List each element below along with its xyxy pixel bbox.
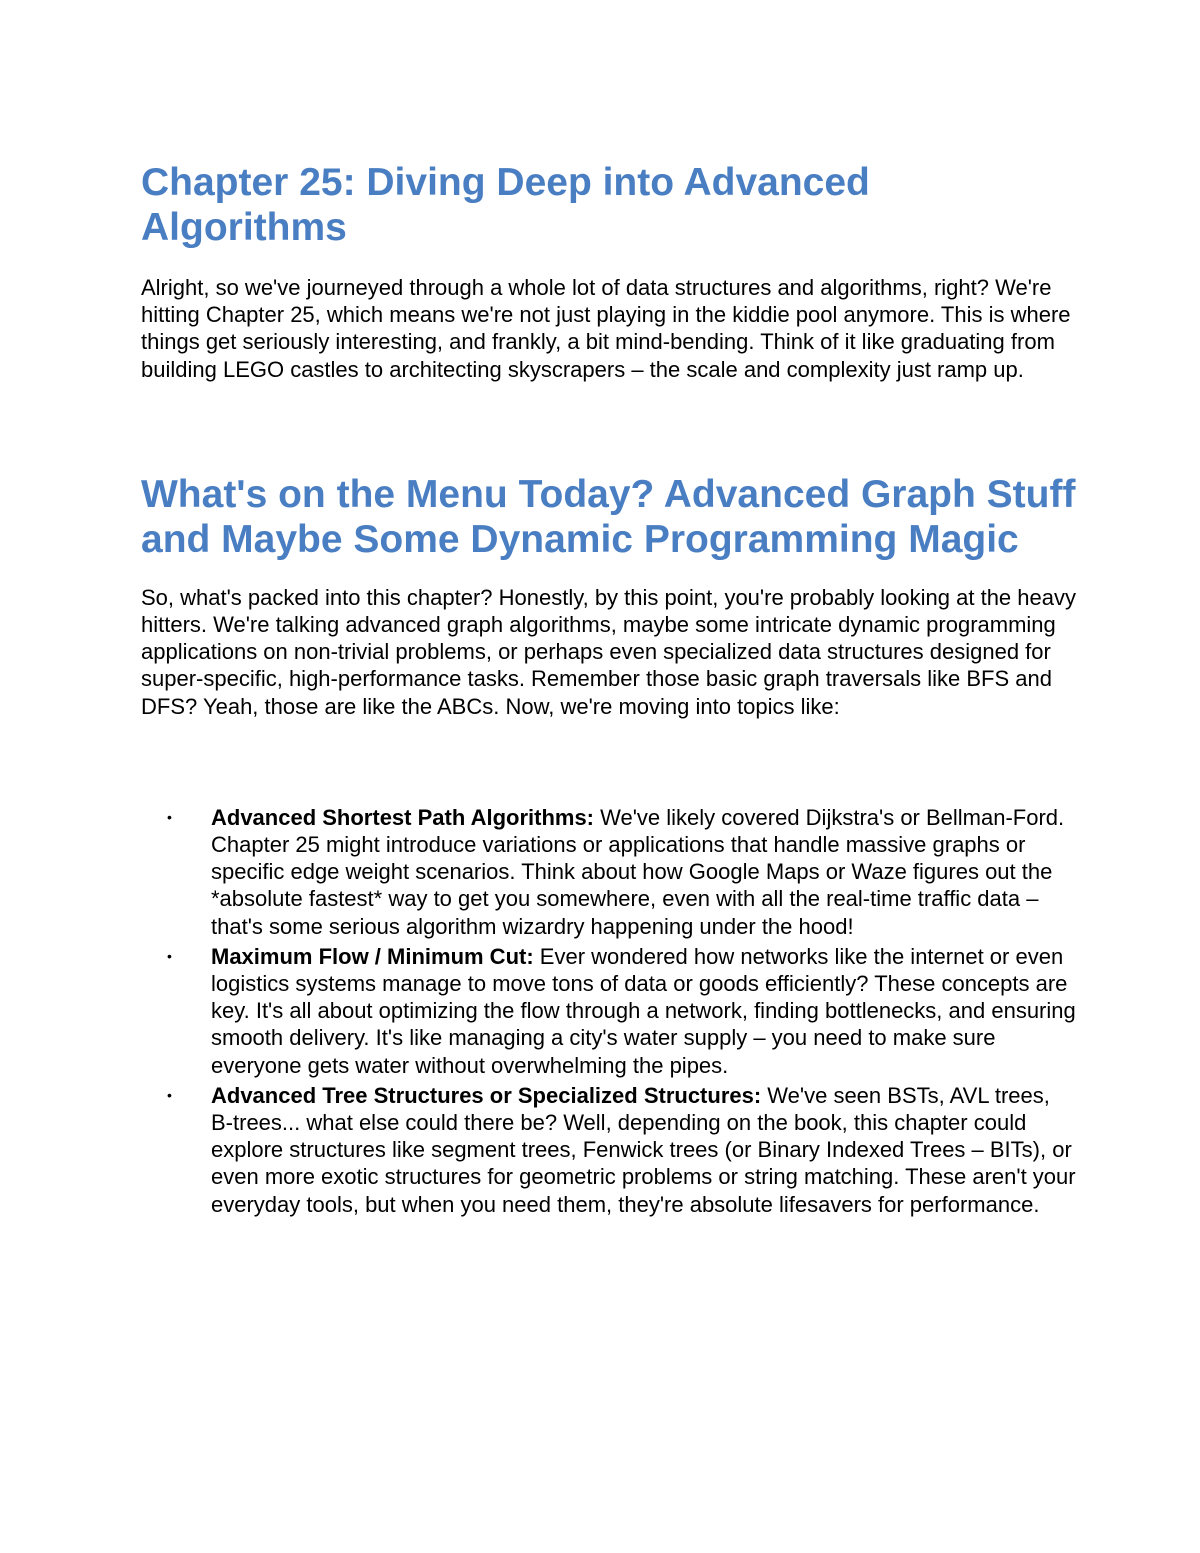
bullet-icon: •: [167, 1086, 172, 1103]
bullet-icon: •: [167, 808, 172, 825]
page-content: [141, 160, 1076, 1221]
chapter-section: [141, 160, 1076, 383]
list-item: [141, 804, 1076, 940]
topic-description: We've likely covered Dijkstra's or Bellman-Ford. Chapter 25 might introduce variations or applications that handle massive graphs or specific edge weight scenarios. Think about how Google Maps or Waze figures out the *absolute fastest* way to get you somewhere, even with all the real-time traffic data – that's some serious algorithm wizardry happening under the hood!: [211, 804, 1065, 939]
list-item: [141, 943, 1076, 1079]
section-title: What's on the Menu Today? Advanced Graph Stuff and Maybe Some Dynamic Programming Magic: [141, 472, 1076, 561]
chapter-intro-paragraph: Alright, so we've journeyed through a whole lot of data structures and algorithms, right? We're hitting Chapter 25, which means we're not just playing in the kiddie pool anymore. This is where things get seriously interesting, and frankly, a bit mind-bending. Think of it like graduating from building LEGO castles to architecting skyscrapers – the scale and complexity just ramp up.: [141, 275, 1071, 382]
topic-description: We've seen BSTs, AVL trees, B-trees... what else could there be? Well, depending on the book, this chapter could explore structures like segment trees, Fenwick trees (or Binary Indexed Trees – BITs), or even more exotic structures for geometric problems or string matching. These aren't your everyday tools, but when you need them, they're absolute lifesavers for performance.: [211, 1082, 1076, 1217]
bullet-icon: •: [167, 947, 172, 964]
topic-list: [141, 804, 1076, 1218]
topic-term: Advanced Shortest Path Algorithms:: [211, 804, 595, 830]
topic-term: Maximum Flow / Minimum Cut:: [211, 943, 534, 969]
topic-description: Ever wondered how networks like the internet or even logistics systems manage to move tons of data or goods efficiently? These concepts are key. It's all about optimizing the flow through a network, finding bottlenecks, and ensuring smooth delivery. It's like managing a city's water supply – you need to make sure everyone gets water without overwhelming the pipes.: [211, 943, 1076, 1078]
section-intro-paragraph: So, what's packed into this chapter? Honestly, by this point, you're probably looking at the heavy hitters. We're talking advanced graph algorithms, maybe some intricate dynamic programming applications on non-trivial problems, or perhaps even specialized data structures designed for super-specific, high-performance tasks. Remember those basic graph traversals like BFS and DFS? Yeah, those are like the ABCs. Now, we're moving into topics like:: [141, 584, 1076, 719]
menu-section: [141, 472, 1076, 1218]
list-item: [141, 1082, 1076, 1218]
topic-term: Advanced Tree Structures or Specialized Structures:: [211, 1082, 762, 1108]
chapter-title: Chapter 25: Diving Deep into Advanced Algorithms: [141, 161, 870, 249]
